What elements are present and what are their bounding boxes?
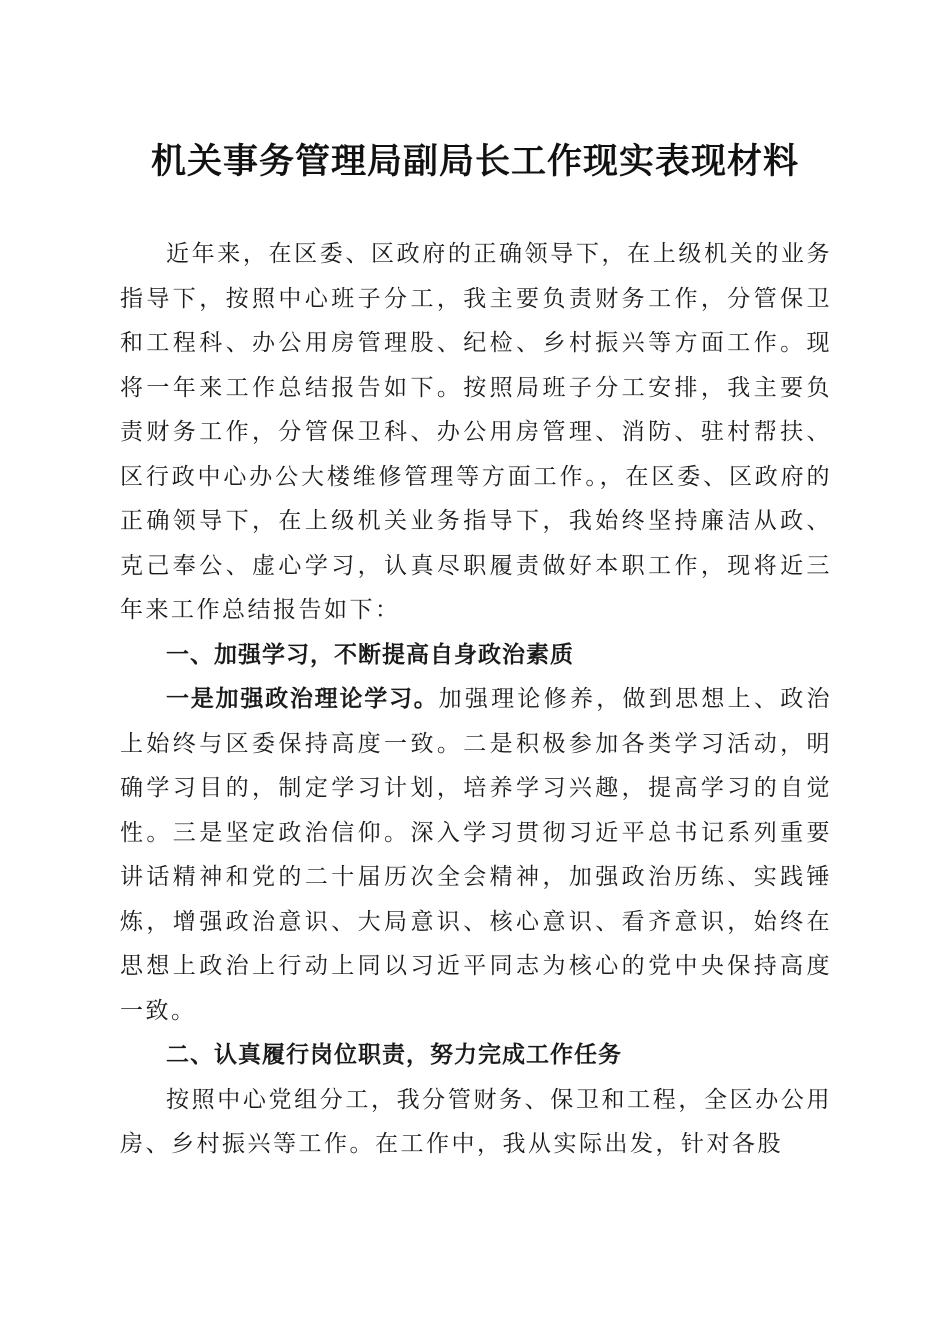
section-1-text: 加强理论修养，做到思想上、政治上始终与区委保持高度一致。二是积极参加各类学习活动，明确学习目的，制定学习计划，培养学习兴趣，提高学习的自觉性。三是坚定政治信仰。深入学习贯彻习近平总书记系列重要讲话精神和党的二十届历次全会精神，加强政治历练、实践锤炼，增强政治意识、大局意识、核心意识、看齐意识，始终在思想上政治上行动上同以习近平同志为核心的党中央保持高度一致。 (120, 686, 833, 1024)
section-1-lead: 一是加强政治理论学习。 (166, 686, 439, 712)
section-1-paragraph (120, 677, 832, 1033)
section-2-heading: 二、认真履行岗位职责，努力完成工作任务 (166, 1042, 622, 1068)
intro-paragraph: 近年来，在区委、区政府的正确领导下，在上级机关的业务指导下，按照中心班子分工，我主要负责财务工作，分管保卫和工程科、办公用房管理股、纪检、乡村振兴等方面工作。现将一年来工作总结报告如下。按照局班子分工安排，我主要负责财务工作，分管保卫科、办公用房管理、消防、驻村帮扶、区行政中心办公大楼维修管理等方面工作。，在区委、区政府的正确领导下，在上级机关业务指导下，我始终坚持廉洁从政、克己奉公、虚心学习，认真尽职履责做好本职工作，现将近三年来工作总结报告如下： (120, 241, 832, 623)
section-2-paragraph: 按照中心党组分工，我分管财务、保卫和工程，全区办公用房、乡村振兴等工作。在工作中，我从实际出发，针对各股 (120, 1086, 832, 1157)
document-body (120, 232, 832, 1167)
section-1-heading: 一、加强学习，不断提高自身政治素质 (166, 641, 574, 668)
document-title: 机关事务管理局副局长工作现实表现材料 (150, 141, 799, 182)
